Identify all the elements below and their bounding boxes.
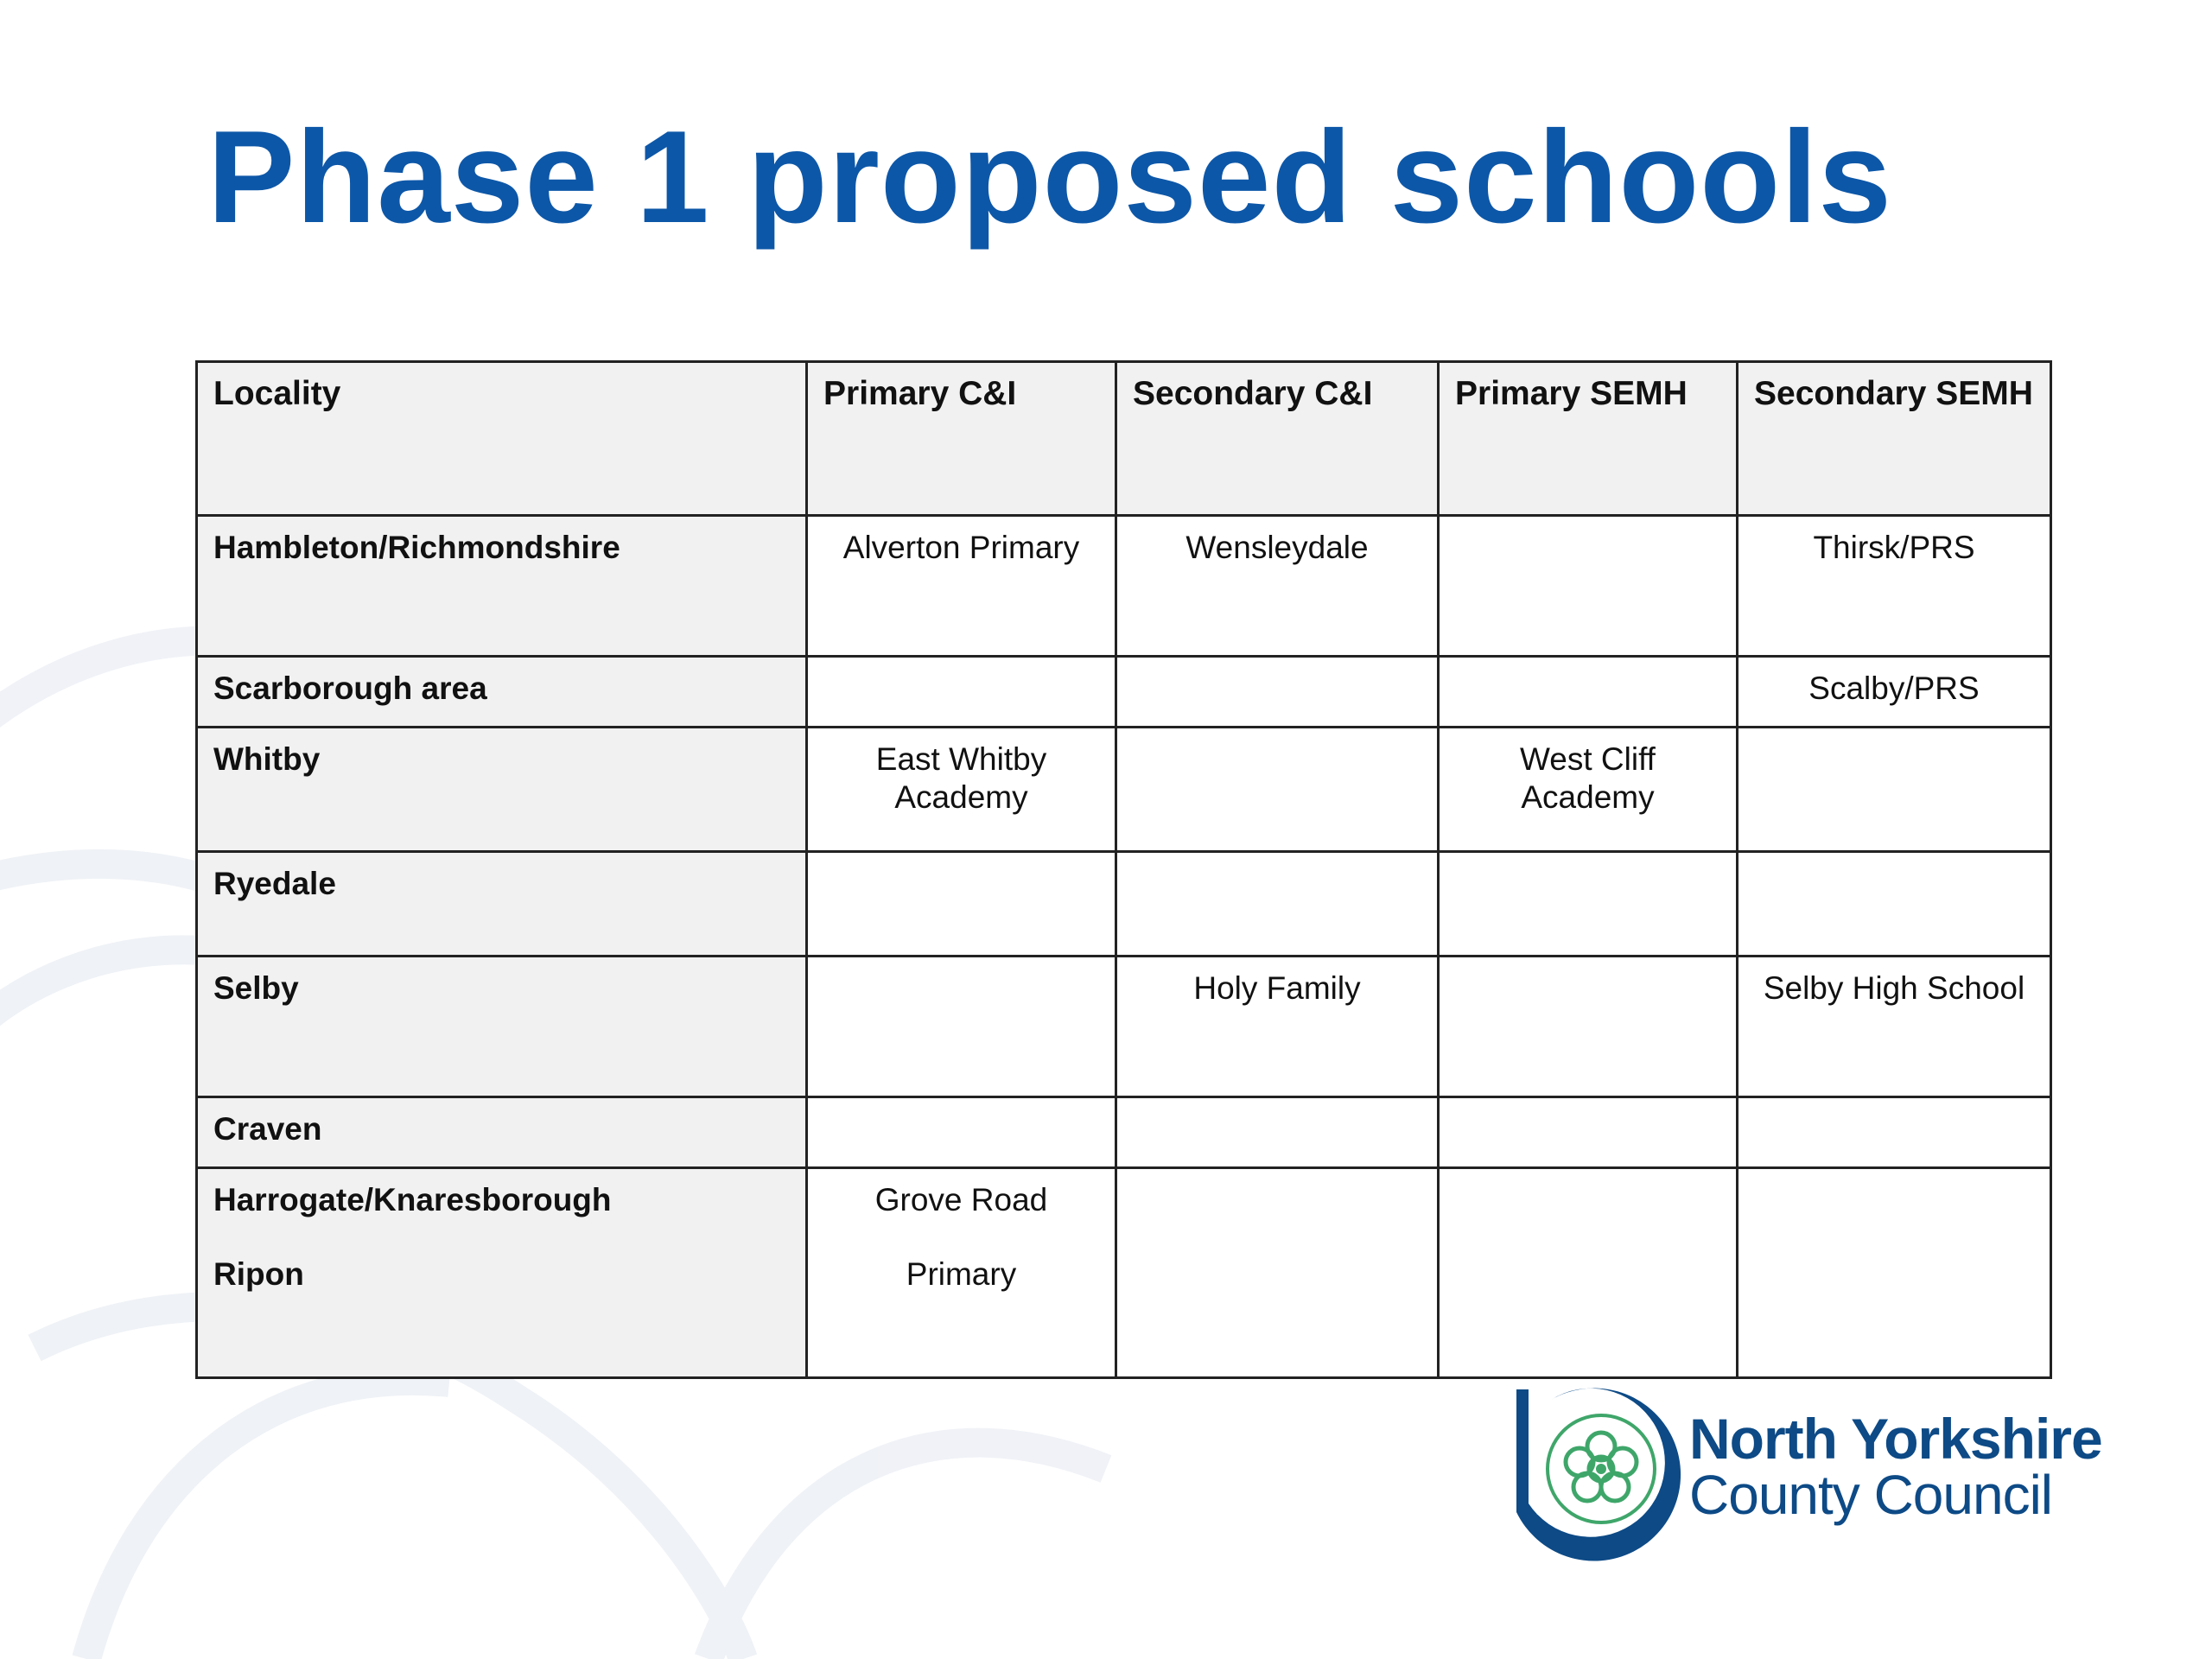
cell-primary-semh bbox=[1439, 852, 1738, 957]
cell-primary-ci bbox=[807, 657, 1116, 728]
cell-primary-semh bbox=[1439, 957, 1738, 1097]
cell-secondary-ci bbox=[1116, 657, 1439, 728]
cell-secondary-ci bbox=[1116, 728, 1439, 852]
logo-line2: County Council bbox=[1689, 1464, 2052, 1526]
table-row bbox=[197, 1168, 2051, 1378]
cell-secondary-ci bbox=[1116, 852, 1439, 957]
cell-locality-line1: Harrogate/Knaresborough bbox=[213, 1182, 612, 1217]
slide-title-text: Phase 1 proposed schools bbox=[207, 104, 1892, 251]
header-secondary-semh: Secondary SEMH bbox=[1738, 362, 2051, 516]
header-secondary-ci: Secondary C&I bbox=[1116, 362, 1439, 516]
cell-locality-line2: Ripon bbox=[213, 1256, 304, 1292]
cell-secondary-semh: Thirsk/PRS bbox=[1738, 516, 2051, 657]
cell-locality: Ryedale bbox=[197, 852, 807, 957]
cell-primary-semh bbox=[1439, 516, 1738, 657]
cell-primary-semh: West Cliff Academy bbox=[1439, 728, 1738, 852]
cell-primary-ci: Alverton Primary bbox=[807, 516, 1116, 657]
cell-locality bbox=[197, 1168, 807, 1378]
cell-primary-semh bbox=[1439, 1097, 1738, 1168]
table-row bbox=[197, 852, 2051, 957]
cell-secondary-semh bbox=[1738, 1168, 2051, 1378]
cell-secondary-ci: Wensleydale bbox=[1116, 516, 1439, 657]
header-locality: Locality bbox=[197, 362, 807, 516]
table-row bbox=[197, 957, 2051, 1097]
cell-secondary-semh: Selby High School bbox=[1738, 957, 2051, 1097]
cell-primary-ci-line2: Primary bbox=[906, 1256, 1017, 1292]
cell-locality: Craven bbox=[197, 1097, 807, 1168]
cell-primary-ci bbox=[807, 852, 1116, 957]
cell-secondary-semh: Scalby/PRS bbox=[1738, 657, 2051, 728]
cell-locality: Scarborough area bbox=[197, 657, 807, 728]
table-row bbox=[197, 516, 2051, 657]
logo-emblem-icon bbox=[1516, 1389, 1681, 1561]
cell-primary-ci bbox=[807, 957, 1116, 1097]
cell-locality: Hambleton/Richmondshire bbox=[197, 516, 807, 657]
logo-line1: North Yorkshire bbox=[1689, 1407, 2102, 1471]
table-row bbox=[197, 728, 2051, 852]
cell-primary-semh bbox=[1439, 657, 1738, 728]
cell-secondary-semh bbox=[1738, 728, 2051, 852]
cell-locality: Selby bbox=[197, 957, 807, 1097]
table-row bbox=[197, 1097, 2051, 1168]
cell-secondary-ci bbox=[1116, 1097, 1439, 1168]
slide-title bbox=[0, 102, 2212, 253]
table-row bbox=[197, 657, 2051, 728]
header-primary-semh: Primary SEMH bbox=[1439, 362, 1738, 516]
cell-locality: Whitby bbox=[197, 728, 807, 852]
cell-primary-ci bbox=[807, 1168, 1116, 1378]
schools-table bbox=[195, 360, 2052, 1379]
cell-primary-ci: East Whitby Academy bbox=[807, 728, 1116, 852]
logo-wordmark bbox=[1689, 1407, 2102, 1526]
cell-primary-ci bbox=[807, 1097, 1116, 1168]
cell-primary-semh bbox=[1439, 1168, 1738, 1378]
table-header-row bbox=[197, 362, 2051, 516]
cell-secondary-ci: Holy Family bbox=[1116, 957, 1439, 1097]
cell-secondary-semh bbox=[1738, 1097, 2051, 1168]
cell-secondary-semh bbox=[1738, 852, 2051, 957]
cell-secondary-ci bbox=[1116, 1168, 1439, 1378]
cell-primary-ci-line1: Grove Road bbox=[874, 1182, 1048, 1217]
header-primary-ci: Primary C&I bbox=[807, 362, 1116, 516]
